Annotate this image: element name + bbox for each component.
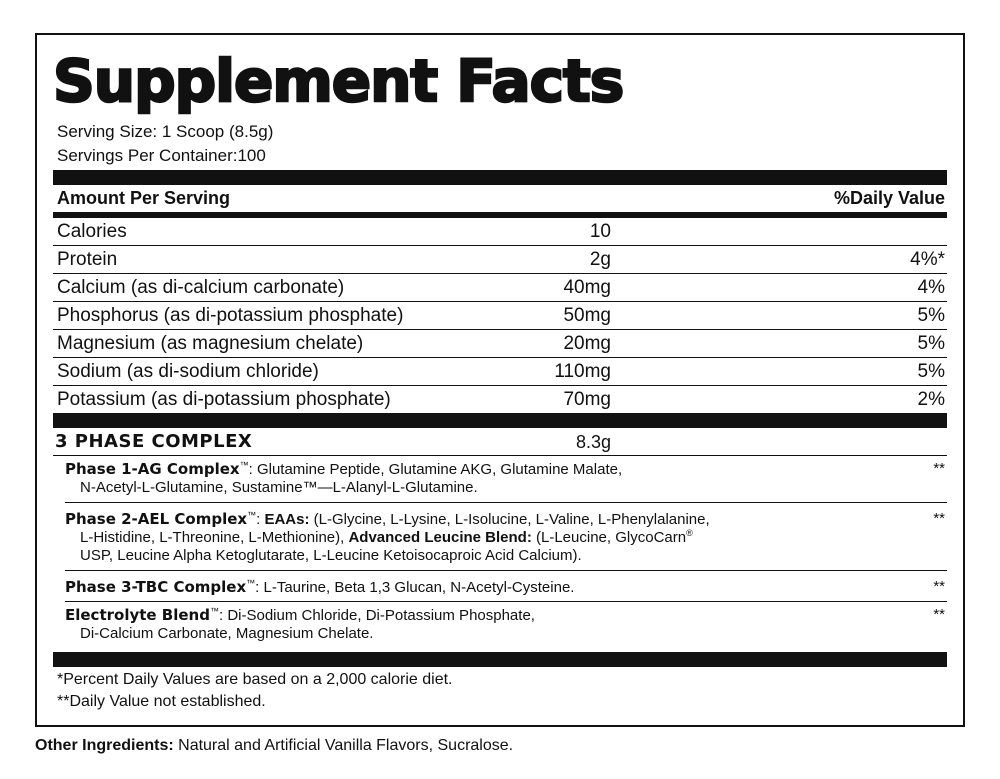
nutrient-name: Phosphorus (as di-potassium phosphate) [57, 305, 404, 326]
nutrient-name: Sodium (as di-sodium chloride) [57, 361, 319, 382]
nutrient-row [57, 302, 945, 329]
nutrient-name: Magnesium (as magnesium chelate) [57, 333, 364, 354]
amount-per-serving-heading: Amount Per Serving [57, 188, 231, 208]
nutrient-amount: 10 [589, 221, 611, 242]
nutrient-name: Calories [57, 221, 127, 242]
blend-dv: ** [933, 510, 945, 527]
column-header [57, 186, 945, 210]
blend-name: Phase 2-AEL Complex [65, 510, 248, 528]
daily-value-heading: %Daily Value [833, 188, 945, 208]
blend-electrolyte [65, 606, 945, 643]
trademark-mark: ™ [239, 460, 249, 470]
nutrient-name: Calcium (as di-calcium carbonate) [57, 277, 345, 298]
nutrient-dv: 4% [917, 277, 945, 298]
nutrient-dv: 2% [917, 389, 945, 410]
nutrient-amount: 50mg [563, 305, 611, 326]
trademark-mark: ™ [247, 510, 257, 520]
nutrient-row [57, 218, 945, 245]
thick-divider [53, 413, 947, 428]
nutrient-row [57, 386, 945, 413]
supplement-facts-panel [35, 33, 965, 727]
thick-divider [53, 170, 947, 185]
other-ingredients-text: Natural and Artificial Vanilla Flavors, Sucralose. [173, 737, 514, 754]
nutrient-dv: 5% [917, 333, 945, 354]
complex-name: 3 PHASE COMPLEX [55, 431, 253, 452]
blend-ingredients-cont: Di-Calcium Carbonate, Magnesium Chelate. [80, 625, 374, 642]
blend-ingredients-cont: N-Acetyl-L-Glutamine, Sustamine™—L-Alanyl-L-Glutamine. [80, 479, 478, 496]
nutrient-row [57, 246, 945, 273]
blend-separator: : [256, 511, 265, 528]
blend-phase2 [65, 510, 945, 565]
blend-phase3 [65, 578, 945, 597]
nutrient-name: Potassium (as di-potassium phosphate) [57, 389, 391, 410]
serving-size: Serving Size: 1 Scoop (8.5g) [57, 122, 274, 141]
leucine-label: Advanced Leucine Blend: [348, 529, 532, 546]
eaas-ingredients: (L-Glycine, L-Lysine, L-Isolucine, L-Valine, L-Phenylalanine, [309, 511, 710, 528]
blend-dv: ** [933, 578, 945, 595]
blend-ingredients-cont [65, 529, 910, 547]
blend-name: Phase 3-TBC Complex [65, 578, 247, 596]
nutrient-row [57, 358, 945, 385]
trademark-mark: ™ [209, 606, 219, 616]
nutrient-amount: 40mg [563, 277, 611, 298]
blend-ingredients: : L-Taurine, Beta 1,3 Glucan, N-Acetyl-Cysteine. [255, 579, 575, 596]
registered-mark: ® [686, 528, 693, 538]
footnote-daily-values: *Percent Daily Values are based on a 2,000 calorie diet. [57, 671, 453, 688]
nutrient-amount: 70mg [563, 389, 611, 410]
trademark-mark: ™ [246, 578, 256, 588]
eaas-ingredients-cont: L-Histidine, L-Threonine, L-Methionine), [80, 529, 349, 546]
nutrient-amount: 110mg [554, 361, 611, 382]
eaas-label: EAAs: [264, 511, 310, 528]
nutrient-dv: 5% [917, 305, 945, 326]
blend-phase1 [65, 460, 945, 497]
nutrient-dv: 4%* [910, 249, 945, 270]
blend-dv: ** [933, 460, 945, 477]
nutrient-amount: 20mg [563, 333, 611, 354]
blend-ingredients-cont: USP, Leucine Alpha Ketoglutarate, L-Leucine Ketoisocaproic Acid Calcium). [80, 547, 582, 564]
label-title: Supplement Facts [53, 47, 624, 115]
other-ingredients [35, 736, 513, 756]
row-divider [53, 455, 947, 456]
footnote-not-established: **Daily Value not established. [57, 693, 266, 710]
nutrient-dv: 5% [917, 361, 945, 382]
blend-divider [65, 570, 947, 571]
nutrient-row [57, 274, 945, 301]
servings-per-container: Servings Per Container:100 [57, 146, 266, 165]
nutrient-amount: 2g [589, 249, 611, 270]
blend-divider [65, 601, 947, 602]
other-ingredients-label: Other Ingredients: [35, 737, 174, 754]
leucine-ingredients: (L-Leucine, GlycoCarn [531, 529, 687, 546]
blend-dv: ** [933, 606, 945, 623]
nutrient-row [57, 330, 945, 357]
complex-amount: 8.3g [575, 432, 611, 452]
thick-divider [53, 652, 947, 667]
blend-name: Electrolyte Blend [65, 606, 210, 624]
blend-ingredients: : Glutamine Peptide, Glutamine AKG, Glutamine Malate, [248, 461, 623, 478]
blend-divider [65, 502, 947, 503]
blend-ingredients: : Di-Sodium Chloride, Di-Potassium Phosphate, [218, 607, 535, 624]
nutrient-name: Protein [57, 249, 118, 270]
blend-name: Phase 1-AG Complex [65, 460, 240, 478]
